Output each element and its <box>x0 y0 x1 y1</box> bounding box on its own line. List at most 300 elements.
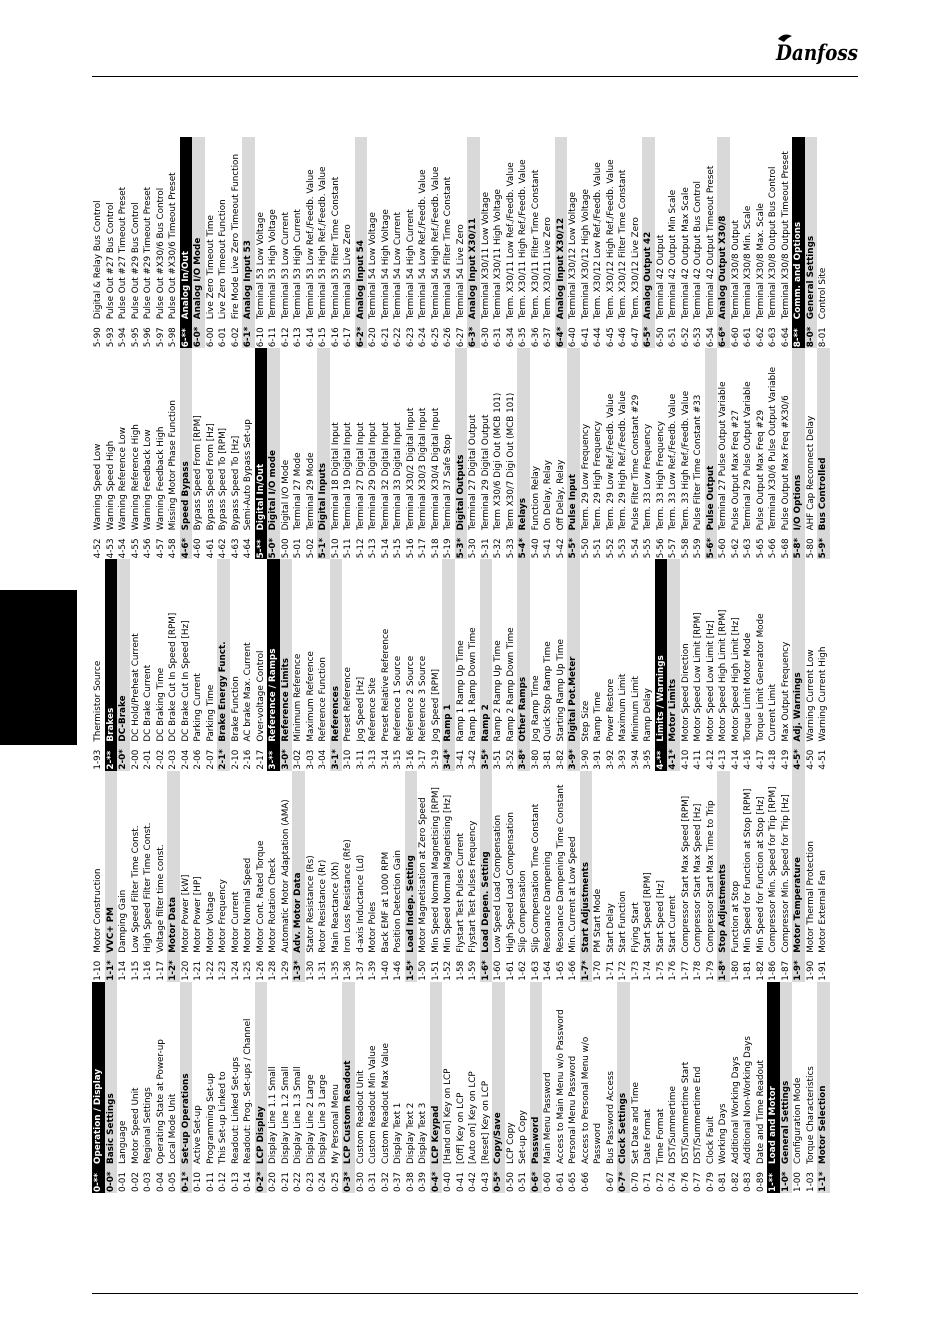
parameter-label: AHF Cap Reconnect Delay <box>805 415 816 531</box>
parameter-label: Voltage filter time const. <box>155 844 166 953</box>
parameter-row <box>367 137 380 348</box>
parameter-label: Display Text 1 <box>393 1102 403 1164</box>
parameter-code: 3-82 <box>555 749 566 770</box>
parameter-row <box>742 982 755 1193</box>
subgroup-header-row <box>217 559 230 770</box>
parameter-code: 5-5* <box>568 537 578 559</box>
parameter-label: Date Format <box>643 1109 653 1164</box>
parameter-row <box>692 137 705 348</box>
parameter-code: 5-14 <box>380 538 391 559</box>
parameter-label: Pulse Input <box>568 474 578 531</box>
parameter-row <box>92 137 105 348</box>
parameter-row <box>405 559 418 770</box>
parameter-code: 5-96 <box>143 327 153 348</box>
parameter-label: Other Ramps <box>518 676 528 742</box>
parameter-code: 5-32 <box>493 538 503 559</box>
parameter-code: 0-02 <box>130 1172 141 1192</box>
subgroup-header-row <box>792 559 805 770</box>
parameter-row <box>680 137 693 348</box>
parameter-label: Stator Resistance (Rs) <box>305 855 316 953</box>
parameter-code: 5-11 <box>343 538 353 559</box>
parameter-code: 4-50 <box>805 749 816 770</box>
parameter-row <box>605 348 618 559</box>
parameter-label: LCP Copy <box>505 1122 516 1164</box>
parameter-row <box>630 771 643 982</box>
parameter-row <box>442 982 455 1193</box>
parameter-code: 6-6* <box>718 326 728 348</box>
parameter-code: 3-19 <box>430 749 441 770</box>
parameter-label: Slip Compensation Time Constant <box>530 803 541 953</box>
parameter-label: Parking Current <box>193 673 203 742</box>
parameter-label: Terminal 54 Filter Time Constant <box>443 176 453 320</box>
parameter-code: 1-** <box>768 1173 778 1192</box>
subgroup-header-row <box>667 559 680 770</box>
parameter-label: Motor Power [HP] <box>193 876 203 953</box>
parameter-label: Load Indep. Setting <box>405 855 416 953</box>
parameter-label: Digital In/Out <box>255 463 266 531</box>
parameter-label: Personal Menu Password <box>568 1055 578 1164</box>
parameter-code: 1-60 <box>493 960 503 981</box>
parameter-code: 6-64 <box>780 327 791 348</box>
subgroup-header-row <box>817 982 830 1193</box>
parameter-row <box>405 137 418 348</box>
parameter-code: 1-73 <box>630 960 641 981</box>
parameter-code: 2-10 <box>230 749 241 770</box>
subgroup-header-row <box>317 348 330 559</box>
parameter-label: Programming Set-up <box>205 1073 216 1164</box>
parameter-code: 6-46 <box>618 327 628 348</box>
parameter-code: 4-57 <box>155 538 166 559</box>
parameter-label: General Settings <box>780 1080 791 1164</box>
parameter-code: 5-94 <box>118 327 128 348</box>
parameter-code: 5-90 <box>93 327 103 348</box>
parameter-code: 4-58 <box>168 538 178 559</box>
parameter-row <box>767 137 780 348</box>
parameter-code: 6-5* <box>643 326 653 348</box>
parameter-label: Terminal 37 Safe Stop <box>443 434 453 531</box>
parameter-code: 8-01 <box>818 327 828 348</box>
parameter-code: 5-** <box>255 539 266 559</box>
subgroup-header-row <box>280 559 293 770</box>
parameter-label: Warning Speed Low <box>93 443 103 531</box>
parameter-row <box>292 982 305 1193</box>
parameter-code: 6-47 <box>630 327 641 348</box>
parameter-code: 1-77 <box>680 960 691 981</box>
parameter-row <box>517 771 530 982</box>
parameter-code: 4-61 <box>205 538 216 559</box>
parameter-label: Min Speed Normal Magnetising [RPM] <box>430 787 441 953</box>
group-header-row <box>255 348 268 559</box>
parameter-label: Term. X30/11 Low Ref./Feedb. Value <box>505 162 516 320</box>
parameter-label: Motor Speed Low Limit [RPM] <box>693 612 703 742</box>
parameter-row <box>317 771 330 982</box>
parameter-label: Term X30/7 Digi Out (MCB 101) <box>505 392 516 531</box>
parameter-code: 3-15 <box>393 749 403 770</box>
parameter-label: Reference 1 Source <box>393 655 403 742</box>
parameter-code: 4-16 <box>743 749 753 770</box>
parameter-code: 5-33 <box>505 538 516 559</box>
parameter-label: Pulse Output Max Freq #29 <box>755 409 766 531</box>
parameter-label: [Reset] Key on LCP <box>480 1080 491 1164</box>
parameter-row <box>755 348 768 559</box>
subgroup-header-row <box>455 348 468 559</box>
parameter-label: DST/Summertime <box>668 1086 678 1164</box>
parameter-label: Jog Speed [Hz] <box>355 676 366 742</box>
parameter-row <box>730 137 743 348</box>
parameter-code: 5-57 <box>668 538 678 559</box>
parameter-row <box>580 559 593 770</box>
subgroup-header-row <box>267 348 280 559</box>
parameter-row <box>755 982 768 1193</box>
parameter-label: Parking Time <box>205 684 216 742</box>
parameter-label: Minimum Reference <box>293 653 303 742</box>
parameter-code: 5-00 <box>280 538 291 559</box>
subgroup-header-row <box>555 137 568 348</box>
parameter-row <box>742 771 755 982</box>
parameter-row <box>255 137 268 348</box>
parameter-label: Automatic Motor Adaptation (AMA) <box>280 799 291 953</box>
parameter-code: 1-22 <box>205 960 216 981</box>
parameter-label: Terminal X30/8 Output Bus Control <box>768 166 778 320</box>
parameter-label: Pulse Out #27 Bus Control <box>105 202 116 320</box>
parameter-code: 3-93 <box>618 749 628 770</box>
parameter-code: 5-65 <box>755 538 766 559</box>
parameter-code: 0-21 <box>280 1172 291 1192</box>
parameter-code: 0-22 <box>293 1172 303 1192</box>
parameter-row <box>392 559 405 770</box>
parameter-code: 1-76 <box>668 960 678 981</box>
parameter-label: Load Depen. Setting <box>480 851 491 953</box>
parameter-label: Display Text 3 <box>418 1102 428 1164</box>
parameter-row <box>417 559 430 770</box>
parameter-label: Terminal 53 High Voltage <box>268 209 278 320</box>
parameter-label: Access to Main Menu w/o Password <box>555 1009 566 1164</box>
parameter-row <box>380 559 393 770</box>
parameter-code: 6-3* <box>468 326 478 348</box>
parameter-label: Reference 2 Source <box>405 655 416 742</box>
parameter-code: 3-51 <box>493 749 503 770</box>
parameter-code: 4-10 <box>680 749 691 770</box>
parameter-code: 1-51 <box>430 960 441 981</box>
parameter-row <box>555 982 568 1193</box>
parameter-code: 5-51 <box>593 538 603 559</box>
parameter-label: Term. 33 High Ref./Feedb. Value <box>680 390 691 531</box>
parameter-row <box>367 982 380 1193</box>
parameter-code: 4-51 <box>818 749 828 770</box>
parameter-code: 1-87 <box>780 960 791 981</box>
parameter-row <box>817 771 830 982</box>
parameter-code: 0-76 <box>680 1172 691 1192</box>
subgroup-header-row <box>342 982 355 1193</box>
parameter-label: Max Output Frequency <box>780 641 791 742</box>
parameter-row <box>167 348 180 559</box>
parameter-code: 3-0* <box>280 749 291 770</box>
parameter-row <box>605 982 618 1193</box>
parameter-code: 1-35 <box>330 960 341 981</box>
parameter-code: 5-55 <box>643 538 653 559</box>
parameter-label: Terminal 42 Output Bus Control <box>693 181 703 320</box>
parameter-code: 3-03 <box>305 749 316 770</box>
parameter-code: 5-3* <box>455 537 466 559</box>
parameter-code: 0-39 <box>418 1172 428 1192</box>
parameter-code: 6-37 <box>543 327 553 348</box>
parameter-code: 1-71 <box>605 960 616 981</box>
parameter-label: DST/Summertime End <box>693 1066 703 1164</box>
parameter-code: 6-16 <box>330 327 341 348</box>
parameter-label: Term. 29 High Ref./Feedb. Value <box>618 390 628 531</box>
parameter-code: 4-52 <box>93 538 103 559</box>
parameter-code: 6-53 <box>693 327 703 348</box>
parameter-row <box>305 771 318 982</box>
parameter-code: 6-21 <box>380 327 391 348</box>
parameter-row <box>742 348 755 559</box>
parameter-code: 3-4* <box>443 749 453 770</box>
parameter-code: 3-41 <box>455 749 466 770</box>
parameter-label: Terminal 53 Low Current <box>280 212 291 320</box>
parameter-code: 0-40 <box>443 1172 453 1192</box>
parameter-row <box>280 137 293 348</box>
parameter-code: 0-1* <box>180 1171 191 1192</box>
parameter-row <box>730 771 743 982</box>
parameter-label: Over-voltage Control <box>255 650 266 742</box>
parameter-row <box>592 137 605 348</box>
parameter-label: Term X30/6 Digi Out (MCB 101) <box>493 392 503 531</box>
parameter-row <box>605 559 618 770</box>
parameter-code: 3-8* <box>518 749 528 770</box>
parameter-label: Terminal X30/6 Pulse Output Variable <box>768 366 778 531</box>
parameter-label: Bypass Speed From [RPM] <box>193 415 203 531</box>
parameter-row <box>667 982 680 1193</box>
parameter-code: 6-52 <box>680 327 691 348</box>
parameter-code: 1-28 <box>268 960 278 981</box>
parameter-label: Display Text 2 <box>405 1102 416 1164</box>
parameter-row <box>230 559 243 770</box>
parameter-code: 0-24 <box>318 1172 328 1192</box>
parameter-label: Iron Loss Resistance (Rfe) <box>343 839 353 953</box>
parameter-label: Digital I/O mode <box>268 450 278 531</box>
parameter-label: Digital & Relay Bus Control <box>93 200 103 320</box>
parameter-code: 0-12 <box>218 1172 228 1192</box>
parameter-label: Min. Current at Low Speed <box>568 836 578 953</box>
parameter-row <box>417 982 430 1193</box>
parameter-code: 5-53 <box>618 538 628 559</box>
parameter-row <box>617 137 630 348</box>
parameter-label: Readout: Prog. Set-ups / Channel <box>243 1018 253 1164</box>
parameter-label: Warning Reference Low <box>118 427 128 531</box>
parameter-label: DC Brake Cut In Speed [Hz] <box>180 620 191 742</box>
parameter-code: 0-61 <box>555 1172 566 1192</box>
parameter-row <box>367 348 380 559</box>
parameter-code: 0-20 <box>268 1172 278 1192</box>
parameter-code: 6-23 <box>405 327 416 348</box>
parameter-row <box>230 982 243 1193</box>
parameter-code: 0-6* <box>530 1171 541 1192</box>
parameter-code: 2-06 <box>193 749 203 770</box>
parameter-code: 6-54 <box>705 327 716 348</box>
parameter-label: Main Menu Password <box>543 1072 553 1164</box>
parameter-row <box>730 348 743 559</box>
parameter-code: 6-** <box>180 328 191 348</box>
parameter-row <box>167 559 180 770</box>
parameter-row <box>167 137 180 348</box>
parameter-row <box>205 771 218 982</box>
parameter-label: LCP Display <box>255 1106 266 1164</box>
parameter-code: 1-80 <box>730 960 741 981</box>
parameter-label: Terminal X30/12 High Voltage <box>580 189 591 320</box>
subgroup-header-row <box>442 559 455 770</box>
parameter-code: 3-10 <box>343 749 353 770</box>
parameter-label: Additional Non-Working Days <box>743 1036 753 1164</box>
parameter-label: Terminal 42 Output Timeout Preset <box>705 165 716 320</box>
parameter-code: 0-** <box>93 1173 103 1192</box>
parameter-row <box>492 348 505 559</box>
parameter-code: 5-52 <box>605 538 616 559</box>
subgroup-header-row <box>817 348 830 559</box>
parameter-row <box>492 559 505 770</box>
parameter-code: 5-98 <box>168 327 178 348</box>
parameter-label: References <box>330 686 341 742</box>
parameter-code: 1-16 <box>143 960 153 981</box>
parameter-code: 6-50 <box>655 327 666 348</box>
parameter-row <box>330 137 343 348</box>
parameter-label: Starting Ramp Up Time <box>555 639 566 742</box>
parameter-label: Adj. Warnings <box>793 672 803 742</box>
parameter-code: 0-13 <box>230 1172 241 1192</box>
subgroup-header-row <box>167 771 180 982</box>
parameter-label: Language <box>118 1120 128 1164</box>
parameter-row <box>255 771 268 982</box>
parameter-code: 0-74 <box>668 1172 678 1192</box>
subgroup-header-row <box>292 771 305 982</box>
parameter-label: Warning Current Low <box>805 649 816 742</box>
parameter-code: 4-54 <box>118 538 128 559</box>
parameter-label: Power Restore <box>605 678 616 742</box>
subgroup-header-row <box>492 982 505 1193</box>
parameter-label: Analog Input X30/12 <box>555 217 566 320</box>
parameter-label: Warning Reference High <box>130 424 141 531</box>
subgroup-header-row <box>530 982 543 1193</box>
parameter-row <box>267 137 280 348</box>
parameter-label: Terminal X30/11 Low Voltage <box>480 191 491 320</box>
parameter-label: Jog Speed [RPM] <box>430 668 441 742</box>
parameter-row <box>117 348 130 559</box>
parameter-code: 6-2* <box>355 326 366 348</box>
parameter-label: Term. 33 Low Ref./Feedb. Value <box>668 393 678 531</box>
parameter-code: 4-** <box>655 750 666 770</box>
parameter-label: Ramp 1 Ramp Up Time <box>455 640 466 742</box>
parameter-code: 6-31 <box>493 327 503 348</box>
parameter-label: Terminal X30/2 Digital Input <box>405 407 416 531</box>
parameter-code: 1-0* <box>780 1171 791 1192</box>
parameter-label: Bus Controlled <box>818 457 828 531</box>
parameter-code: 5-56 <box>655 538 666 559</box>
parameter-label: Motor Speed High Limit [Hz] <box>730 617 741 742</box>
parameter-row <box>530 137 543 348</box>
parameter-row <box>505 559 518 770</box>
parameter-code: 5-6* <box>705 537 716 559</box>
parameter-row <box>667 348 680 559</box>
parameter-code: 6-4* <box>555 326 566 348</box>
parameter-code: 2-16 <box>243 749 253 770</box>
parameter-row <box>205 559 218 770</box>
parameter-label: Bypass Speed From [Hz] <box>205 423 216 531</box>
parameter-label: Jog Ramp Time <box>530 675 541 742</box>
parameter-code: 3-95 <box>643 749 653 770</box>
parameter-row <box>767 348 780 559</box>
parameter-label: Start Speed [Hz] <box>655 880 666 953</box>
parameter-code: 5-42 <box>555 538 566 559</box>
parameter-label: Pulse Out #X30/6 Timeout Preset <box>168 172 178 320</box>
parameter-code: 1-24 <box>230 960 241 981</box>
parameter-label: Main Reactance (Xh) <box>330 861 341 953</box>
parameter-label: Terminal 54 High Ref./Feedb. Value <box>430 166 441 320</box>
parameter-label: Ramp 1 Ramp Down Time <box>468 627 478 742</box>
parameter-label: Term. 29 Low Frequency <box>580 423 591 531</box>
subgroup-header-row <box>105 982 118 1193</box>
parameter-label: LCP Keypad <box>430 1105 441 1164</box>
parameter-code: 5-62 <box>730 538 741 559</box>
parameter-code: 0-50 <box>505 1172 516 1192</box>
parameter-row <box>742 137 755 348</box>
parameter-code: 0-82 <box>730 1172 741 1192</box>
parameter-code: 3-42 <box>468 749 478 770</box>
parameter-label: Ramp 1 <box>443 704 453 742</box>
parameter-code: 6-30 <box>480 327 491 348</box>
parameter-label: Motor Speed Unit <box>130 1087 141 1164</box>
parameter-label: Semi-Auto Bypass Set-up <box>243 419 253 531</box>
parameter-label: I/O Options <box>793 474 803 531</box>
parameter-row <box>580 137 593 348</box>
parameter-code: 1-58 <box>455 960 466 981</box>
parameter-label: Working Days <box>718 1103 728 1164</box>
parameter-label: Compressor Min. Speed for Trip [RPM] <box>768 786 778 953</box>
parameter-label: Custom Readout Min Value <box>368 1045 378 1164</box>
parameter-code: 0-89 <box>755 1172 766 1192</box>
subgroup-header-row <box>117 559 130 770</box>
parameter-label: Terminal 53 Low Voltage <box>255 212 266 320</box>
parameter-code: 0-3* <box>343 1171 353 1192</box>
parameter-code: 2-02 <box>155 749 166 770</box>
parameter-row <box>117 771 130 982</box>
parameter-label: Term. X30/12 Low Ref./Feedb. Value <box>593 162 603 320</box>
parameter-code: 5-12 <box>355 538 366 559</box>
parameter-row <box>117 137 130 348</box>
parameter-label: Start Speed [RPM] <box>643 872 653 953</box>
parameter-row <box>455 559 468 770</box>
parameter-label: Terminal 54 Low Voltage <box>368 212 378 320</box>
parameter-row <box>255 559 268 770</box>
parameter-label: Access to Personal Menu w/o <box>580 1036 591 1164</box>
subgroup-header-row <box>180 982 193 1193</box>
parameter-row <box>417 348 430 559</box>
parameter-label: Torque Limit Generator Mode <box>755 613 766 742</box>
parameter-label: Custom Readout Unit <box>355 1070 366 1164</box>
parameter-code: 6-00 <box>205 327 216 348</box>
parameter-row <box>592 982 605 1193</box>
parameter-label: Adv. Motor Data <box>293 872 303 953</box>
parameter-label: Terminal 29 Digital Output <box>480 414 491 531</box>
parameter-code: 0-14 <box>243 1172 253 1192</box>
parameter-code: 5-9* <box>818 537 828 559</box>
parameter-label: Display Line 1.2 Small <box>280 1066 291 1164</box>
parameter-label: Terminal 27 Mode <box>293 452 303 531</box>
subgroup-header-row <box>517 559 530 770</box>
subgroup-header-row <box>792 348 805 559</box>
parameter-row <box>705 559 718 770</box>
parameter-row <box>780 771 793 982</box>
parameter-code: 5-97 <box>155 327 166 348</box>
parameter-row <box>217 771 230 982</box>
